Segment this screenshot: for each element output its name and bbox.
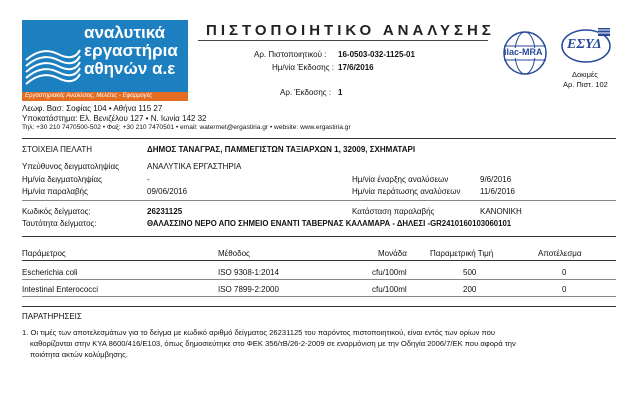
esyd-logo [560,28,612,66]
notes-line-2: καθορίζονται στην ΚΥΑ 8600/416/Ε103, όπως δημοσιεύτηκε στο ΦΕΚ 356/τΒ/26-2-2009 σε εναρμόνιση με την Οδηγία 2006/7/ΕΚ που αφορά την [30,339,516,348]
row-method: ISO 9308-1:2014 [218,268,279,277]
table-header-rule [22,260,616,261]
row-unit: cfu/100ml [372,285,407,294]
analysis-end-value: 11/6/2016 [480,187,515,196]
row-result: 0 [562,285,567,294]
notes-title: ΠΑΡΑΤΗΡΗΣΕΙΣ [22,312,82,321]
row-divider [22,296,616,297]
col-header-parametric-value: Παραμετρική Τιμή [430,249,494,258]
logo-line-1: αναλυτικά [84,23,166,42]
esyd-label: ΕΣΥΔ [567,37,602,52]
col-header-result: Αποτέλεσμα [538,249,582,258]
ilac-mra-logo [502,30,548,76]
analysis-end-label: Ημ/νία περάτωσης αναλύσεων [352,187,461,196]
esyd-sub-1: Δοκιμές [572,70,598,79]
sample-code-label: Κωδικός δείγματος: [22,207,91,216]
edition-label: Αρ. Έκδοσης : [280,88,332,97]
condition-value: ΚΑΝΟΝΙΚΗ [480,207,522,216]
row-method: ISO 7899-2:2000 [218,285,279,294]
row-parametric-value: 200 [463,285,477,294]
company-logo [22,20,188,92]
sampling-date-label: Ημ/νία δειγματοληψίας [22,175,103,184]
wave-logo-icon [22,20,82,92]
row-parameter: Intestinal Enterococci [22,285,99,294]
sample-code-value: 26231125 [147,207,183,216]
notes-top-rule [22,306,616,307]
logo-line-3: αθηνών α.ε [84,59,176,78]
client-section-label: ΣΤΟΙΧΕΙΑ ΠΕΛΑΤΗ [22,145,93,154]
col-header-unit: Μονάδα [378,249,407,258]
client-name: ΔΗΜΟΣ ΤΑΝΑΓΡΑΣ, ΠΑΜΜΕΓΙΣΤΩΝ ΤΑΞΙΑΡΧΩΝ 1, 32009, ΣΧΗΜΑΤΑΡΙ [147,145,416,154]
company-tagline: Εργαστηριακές Αναλύσεις, Μελέτες - Εφαρμογές [22,92,188,101]
table-top-rule [22,236,616,237]
cert-no-label: Αρ. Πιστοποιητικού : [254,50,327,59]
divider [22,138,616,139]
receipt-date-label: Ημ/νία παραλαβής [22,187,88,196]
cert-no-value: 16-0503-032-1125-01 [338,50,415,59]
sampler-value: ΑΝΑΛΥΤΙΚΑ ΕΡΓΑΣΤΗΡΙΑ [147,162,242,171]
col-header-parameter: Παράμετρος [22,249,66,258]
page-title: ΠΙΣΤΟΠΟΙΗΤΙΚΟ ΑΝΑΛΥΣΗΣ [206,22,495,39]
logo-text [84,24,178,78]
sample-id-label: Ταυτότητα δείγματος: [22,219,97,228]
issue-date-label: Ημ/νία Έκδοσης : [272,63,334,72]
divider [22,200,616,201]
title-underline [198,40,488,41]
edition-value: 1 [338,88,343,97]
row-result: 0 [562,268,567,277]
ilac-label: ilac-MRA [504,47,543,57]
notes-line-3: ποιότητα ακτών κολύμβησης. [30,350,128,359]
sample-id-value: ΘΑΛΑΣΣΙΝΟ ΝΕΡΟ ΑΠΟ ΣΗΜΕΙΟ ΕΝΑΝΤΙ ΤΑΒΕΡΝΑΣ ΚΑΛΑΜΑΡΑ - ΔΗΛΕΣΙ -GR241016010306010​1 [147,219,512,228]
row-divider [22,279,616,280]
issue-date-value: 17/6/2016 [338,63,374,72]
contact-line: Τηλ: +30 210 7470500-502 • Φαξ: +30 210 7470501 • email: watermet@ergastiria.gr • website: www.ergastiria.gr [22,124,351,131]
esyd-sub-2: Αρ. Πιστ. 102 [563,80,608,89]
col-header-method: Μέθοδος [218,249,250,258]
logo-line-2: εργαστήρια [84,41,178,60]
row-unit: cfu/100ml [372,268,407,277]
notes-line-1: 1. Οι τιμές των αποτελεσμάτων για το δείγμα με κωδικό αριθμό δείγματος 26231125 του παρόντος πιστοποιητικού, είναι εντός των ορίων που [22,328,496,337]
address-line-1: Λεωφ. Βασ. Σοφίας 104 • Αθήνα 115 27 [22,104,163,113]
row-parametric-value: 500 [463,268,477,277]
analysis-start-value: 9/6/2016 [480,175,512,184]
row-parameter: Escherichia coli [22,268,78,277]
analysis-start-label: Ημ/νία έναρξης αναλύσεων [352,175,449,184]
condition-label: Κατάσταση παραλαβής [352,207,435,216]
receipt-date-value: 09/06/2016 [147,187,188,196]
address-line-2: Υποκατάστημα: Ελ. Βενιζέλου 127 • Ν. Ιωνία 142 32 [22,114,207,123]
sampler-label: Υπεύθυνος δειγματοληψίας [22,162,119,171]
sampling-date-value: - [147,175,150,184]
